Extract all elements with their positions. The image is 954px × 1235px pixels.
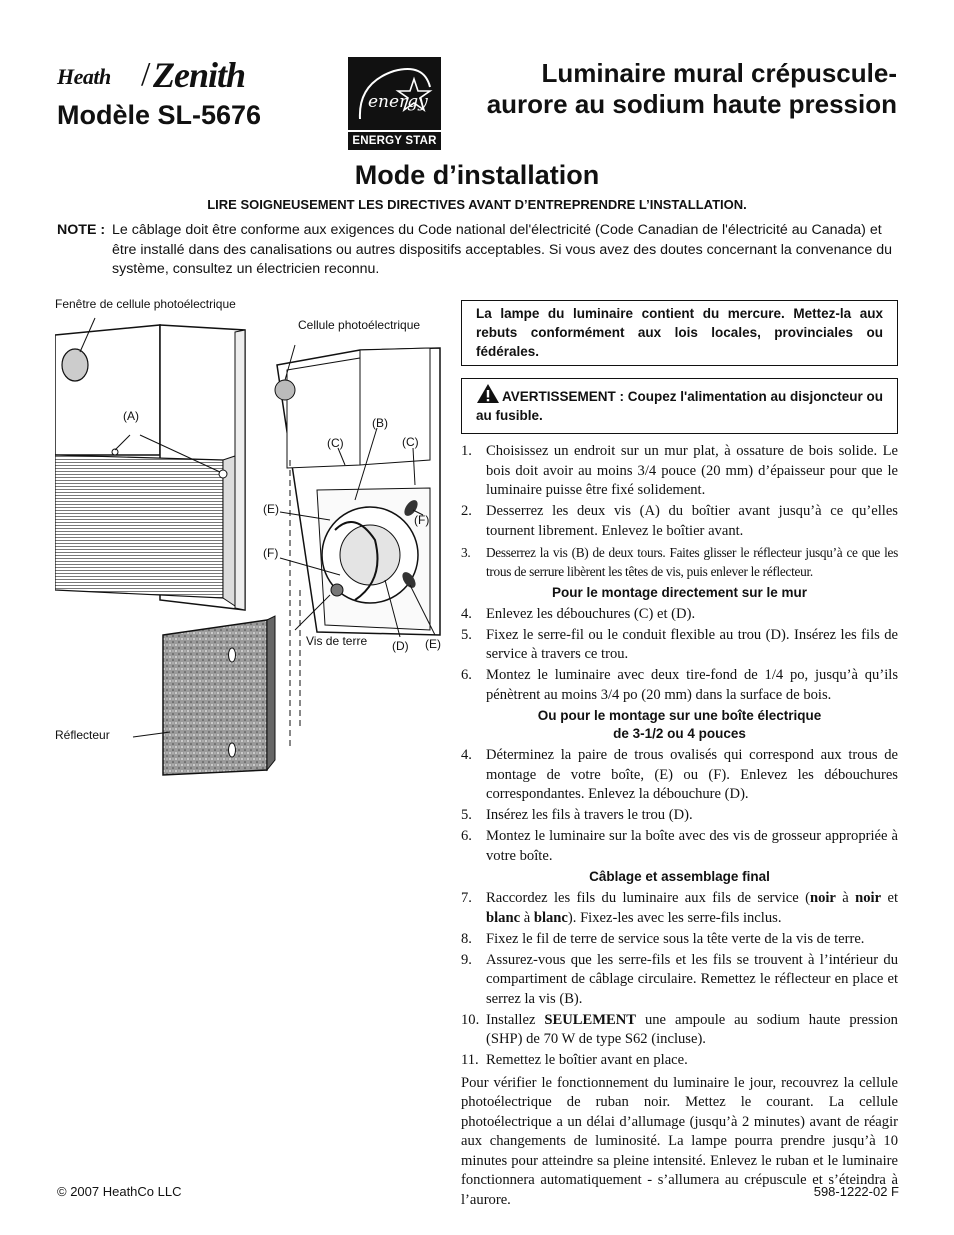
note-text: Le câblage doit être conforme aux exigences du Code national del'électricité (Code Canadian de l'électricité au Canada) et être installé dans des canalisations ou autres dispositifs acceptables. Si vous avez des doutes concernant la convenance du système, consultez un électricien reconnu. [112, 222, 893, 277]
brand-zenith: Zenith [153, 55, 246, 95]
heading-box-line-2: de 3-1/2 ou 4 pouces [613, 726, 746, 741]
warning-box [461, 378, 898, 434]
step-box-5 [461, 806, 898, 826]
note-label: NOTE : [57, 222, 106, 238]
label-c-left: (C) [327, 436, 344, 450]
step-text: une ampoule au sodium haute pression (SHP) de 70 W de type S62 (incluse). [486, 1011, 898, 1047]
heading-wall-mount: Pour le montage directement sur le mur [551, 584, 808, 600]
energy-star-logo [348, 57, 441, 150]
step-11 [461, 1051, 898, 1071]
step-text: à [835, 890, 856, 906]
step-number: 5. [461, 626, 472, 643]
step-number: 5. [461, 807, 472, 823]
step-9 [461, 951, 898, 1010]
copyright: © 2007 HeathCo LLC [57, 1184, 182, 1199]
step-wall-4 [461, 605, 898, 625]
step-number: 6. [461, 828, 472, 844]
label-e-right: (E) [425, 637, 441, 651]
installation-figure [55, 290, 450, 790]
step-number: 8. [461, 930, 472, 947]
closing-paragraph: Pour vérifier le fonctionnement du luminaire le jour, recouvrez la cellule photoélectrique de ruban noir. Mettez le courant. La cellule photoélectrique a un délai d’allumage (jusqu’à 2 minutes) avant de réagir aux changements de luminosité. La lampe pourra prendre jusqu’à 10 minutes pour atteindre sa pleine intensité. Enlevez le ruban et le luminaire fonctionnera automatiquement - s’allumera au crépuscule et s’éteindra à l’aurore. [461, 1074, 898, 1208]
step-3 [461, 543, 898, 582]
step-number: 6. [461, 667, 472, 683]
step-number: 11. [461, 1052, 479, 1068]
energy-star-script: energy [368, 92, 428, 112]
label-d: (D) [392, 639, 409, 653]
label-b: (B) [372, 416, 388, 430]
label-e-left: (E) [263, 502, 279, 516]
step-7 [461, 889, 898, 928]
page-subtitle: Mode d’installation [354, 160, 600, 190]
label-ground-screw: Vis de terre [306, 634, 368, 648]
step-text: Insérez les fils à travers le trou (D). [486, 807, 693, 823]
step-text: Montez le luminaire avec deux tire-fond de 1/4 po, jusqu’à qu’ils pénètrent au moins 3/4 po (20 mm) dans la surface de bois. [486, 667, 898, 703]
step-2 [461, 502, 898, 541]
step-number: 10. [461, 1011, 480, 1028]
label-photocell: Cellule photoélectrique [298, 318, 421, 332]
step-10 [461, 1011, 898, 1050]
fixture-diagram [55, 290, 450, 790]
step-bold: SEULEMENT [544, 1011, 637, 1028]
step-bold: blanc [533, 909, 568, 926]
note-block [57, 221, 899, 280]
step-number: 2. [461, 503, 472, 519]
title-line-2: aurore au sodium haute pression [486, 89, 897, 119]
step-text: Choisissez un endroit sur un mur plat, à ossature de bois solide. Le bois doit avoir au moins 3/4 pouce (20 mm) d’épaisseur pour que le luminaire puisse être fixé solidement. [486, 443, 898, 498]
energy-star-icon [354, 63, 435, 129]
step-text: Remettez le boîtier avant en place. [486, 1052, 688, 1068]
step-text: et [881, 890, 898, 906]
step-bold: noir [855, 890, 882, 906]
label-reflector: Réflecteur [55, 728, 110, 742]
step-text: à [520, 909, 534, 926]
energy-star-label: ENERGY STAR [348, 130, 441, 150]
label-f-right: (F) [414, 513, 430, 527]
instructions [461, 442, 898, 1210]
step-text: Déterminez la paire de trous ovalisés qui correspond aux trous de montage de votre boîte, (E) ou (F). Enlevez les débouchures correspondantes. Enlevez la débouchure (D). [486, 747, 898, 802]
heading-box-line-1: Ou pour le montage sur une boîte électrique [537, 708, 822, 723]
step-text: Montez le luminaire sur la boîte avec des vis de grosseur appropriée à votre boîte. [486, 828, 898, 864]
heading-box-mount [461, 707, 898, 743]
step-text: Desserrez les deux vis (A) du boîtier avant jusqu’à ce qu’elles tournent librement. Enlevez le boîtier avant. [486, 503, 898, 539]
step-text: Enlevez les débouchures (C) et (D). [486, 605, 696, 622]
step-number: 4. [461, 747, 472, 763]
brand-logo [57, 55, 287, 95]
step-box-6 [461, 827, 898, 866]
step-bold: blanc [486, 909, 521, 926]
title-line-1: Luminaire mural crépuscule- [541, 58, 897, 88]
mercury-notice: La lampe du luminaire contient du mercure. Mettez-la aux rebuts conformément aux lois locales, provinciales ou fédérales. [461, 300, 898, 366]
label-a: (A) [123, 409, 139, 423]
step-number: 9. [461, 951, 472, 968]
brand-slash: / [141, 56, 151, 93]
read-notice: LIRE SOIGNEUSEMENT LES DIRECTIVES AVANT D’ENTREPRENDRE L’INSTALLATION. [207, 197, 747, 212]
step-1 [461, 442, 898, 501]
step-8 [461, 930, 898, 950]
heading-final-wiring: Câblage et assemblage final [589, 869, 770, 884]
step-box-4 [461, 746, 898, 805]
step-text: Assurez-vous que les serre-fils et les fils se trouvent à l’intérieur du compartiment de câblage circulaire. Remettez le réflecteur en place et serrez la vis (B). [486, 951, 898, 1007]
step-number: 3. [461, 544, 471, 560]
step-wall-6 [461, 666, 898, 705]
step-text: Installez [486, 1011, 545, 1028]
step-text: Desserrez la vis (B) de deux tours. Faites glisser le réflecteur jusqu’à ce que les trous de serrure libèrent les têtes de vis, puis enlever le réflecteur. [486, 544, 898, 579]
step-text: Fixez le serre-fil ou le conduit flexible au trou (D). Insérez les fils de service à travers ce trou. [486, 626, 898, 662]
step-text: Raccordez les fils du luminaire aux fils de service ( [486, 890, 810, 906]
document-code: 598-1222-02 F [813, 1184, 899, 1199]
warning-triangle-icon [476, 383, 500, 404]
step-number: 1. [461, 443, 472, 459]
step-number: 4. [461, 605, 472, 622]
label-c-right: (C) [402, 435, 419, 449]
product-title [437, 58, 897, 120]
step-bold: noir [809, 890, 836, 906]
brand-heath: Heath [57, 64, 111, 89]
model-number: Modèle SL-5676 [57, 100, 262, 130]
label-f-left: (F) [263, 546, 279, 560]
step-number: 7. [461, 890, 472, 906]
step-text: ). Fixez-les avec les serre-fils inclus. [567, 909, 782, 926]
label-photocell-window: Fenêtre de cellule photoélectrique [55, 297, 236, 311]
warning-text: AVERTISSEMENT : Coupez l'alimentation au disjoncteur ou au fusible. [476, 389, 883, 423]
step-wall-5 [461, 626, 898, 665]
step-text: Fixez le fil de terre de service sous la tête verte de la vis de terre. [486, 930, 865, 947]
